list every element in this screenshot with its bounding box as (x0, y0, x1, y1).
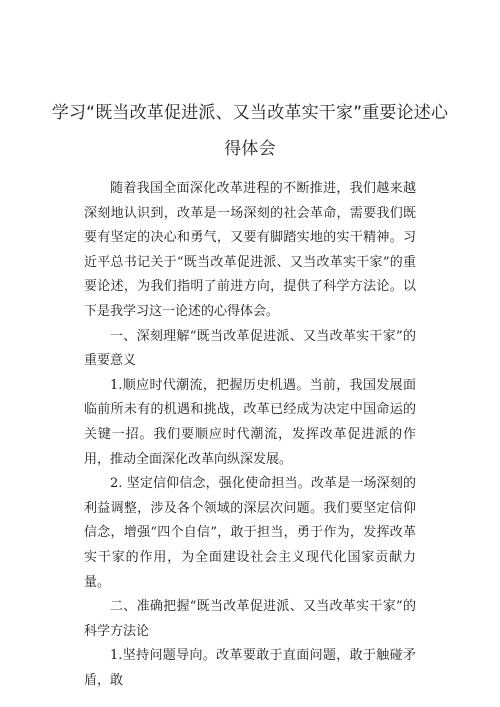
document-body (84, 177, 416, 693)
document-title-line-1: 学习“既当改革促进派、又当改革实干家”重要论述心 (51, 103, 449, 123)
section-heading-2: 二、准确把握“既当改革促进派、又当改革实干家”的科学方法论 (84, 599, 416, 639)
point-paragraph-2-1: 1.坚持问题导向。改革要敢于直面问题，敢于触碰矛盾，敢 (84, 648, 416, 688)
point-paragraph-1-1: 1.顺应时代潮流，把握历史机遇。当前，我国发展面临前所未有的机遇和挑战，改革已经成为决定中国命运的关键一招。我们要顺应时代潮流，发挥改革促进派的作用，推动全面深化改革向纵深发展。 (84, 377, 416, 467)
intro-paragraph: 随着我国全面深化改革进程的不断推进，我们越来越深刻地认识到，改革是一场深刻的社会革命，需要我们既要有坚定的决心和勇气，又要有脚踏实地的实干精神。习近平总书记关于“既当改革促进派、又当改革实干家”的重要论述，为我们指明了前进方向，提供了科学方法论。以下是我学习这一论述的心得体会。 (84, 181, 416, 319)
document-title-line-2: 得体会 (224, 139, 276, 159)
section-heading-1: 一、深刻理解“既当改革促进派、又当改革实干家”的重要意义 (84, 328, 416, 369)
point-paragraph-1-2: 2. 坚定信仰信念，强化使命担当。改革是一场深刻的利益调整，涉及各个领域的深层次问题。我们要坚定信仰信念，增强“四个自信”，敢于担当，勇于作为，发挥改革实干家的作用，为全面建设社会主义现代化国家贡献力量。 (84, 476, 416, 590)
